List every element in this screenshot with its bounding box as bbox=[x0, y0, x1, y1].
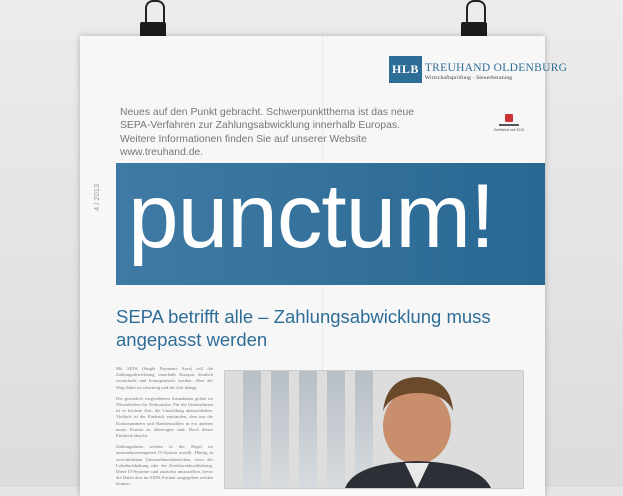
issue-label-text: 4 / 2013 bbox=[92, 183, 101, 211]
certificate-icon bbox=[505, 114, 513, 122]
logo-mark: HLB bbox=[389, 56, 422, 83]
body-paragraph: Mit SEPA (Single Payments Area) soll die Zahlungsabwicklung innerhalb Europas deutlich vereinfacht und homogenisiert werden. Aber der Weg dahin ist schwierig und die Zeit drängt. bbox=[116, 366, 213, 390]
issue-label bbox=[82, 165, 112, 215]
intro-text: Neues auf den Punkt gebracht. Schwerpunktthema ist das neue SEPA-Verfahren zur Zahlungsabwicklung innerhalb Europas. Weitere Informationen finden Sie auf unserer Website www.treuhand.de. bbox=[120, 107, 415, 159]
certificate-text: Zertifiziert seit 2010 bbox=[493, 128, 525, 132]
logo-subtitle: Wirtschaftsprüfung · Steuerberatung bbox=[424, 75, 513, 81]
article-body bbox=[116, 366, 213, 493]
portrait-photo bbox=[224, 370, 524, 489]
person-portrait bbox=[225, 371, 523, 488]
body-paragraph: Zahlungsdaten werden in der Regel im unternehmenseigenen IT-System erstellt. Häufig in verschiedenen Unternehmensbereichen, etwa der Lohnbuchhaltung oder der Kreditorenbuchhaltung. Diese IT-Systeme sind zunächst umzustellen, bevor die Daten dort im SEPA-Format ausgegeben werden können. bbox=[116, 444, 213, 487]
title-banner bbox=[116, 163, 545, 285]
logo-name: TREUHAND OLDENBURG bbox=[424, 62, 568, 74]
article-headline: SEPA betrifft alle – Zahlungsabwicklung muss angepasst werden bbox=[116, 306, 491, 350]
body-paragraph: Die gesetzlich vorgesehenen Ausnahmen gelten im Wesentlichen für Verbraucher. Für die Unternehmen ist es höchste Zeit, die Umstellung abzuschließen. Vielfach ist der Eindruck entstanden, dass nur die Kontonummern und Bankleitzahlen in ein anderes neues Format zu übertragen sind. Doch dieser Eindruck täuscht. bbox=[116, 395, 213, 439]
banner-title: punctum! bbox=[128, 166, 495, 267]
certificate-seal bbox=[492, 114, 526, 150]
company-logo bbox=[389, 56, 567, 83]
